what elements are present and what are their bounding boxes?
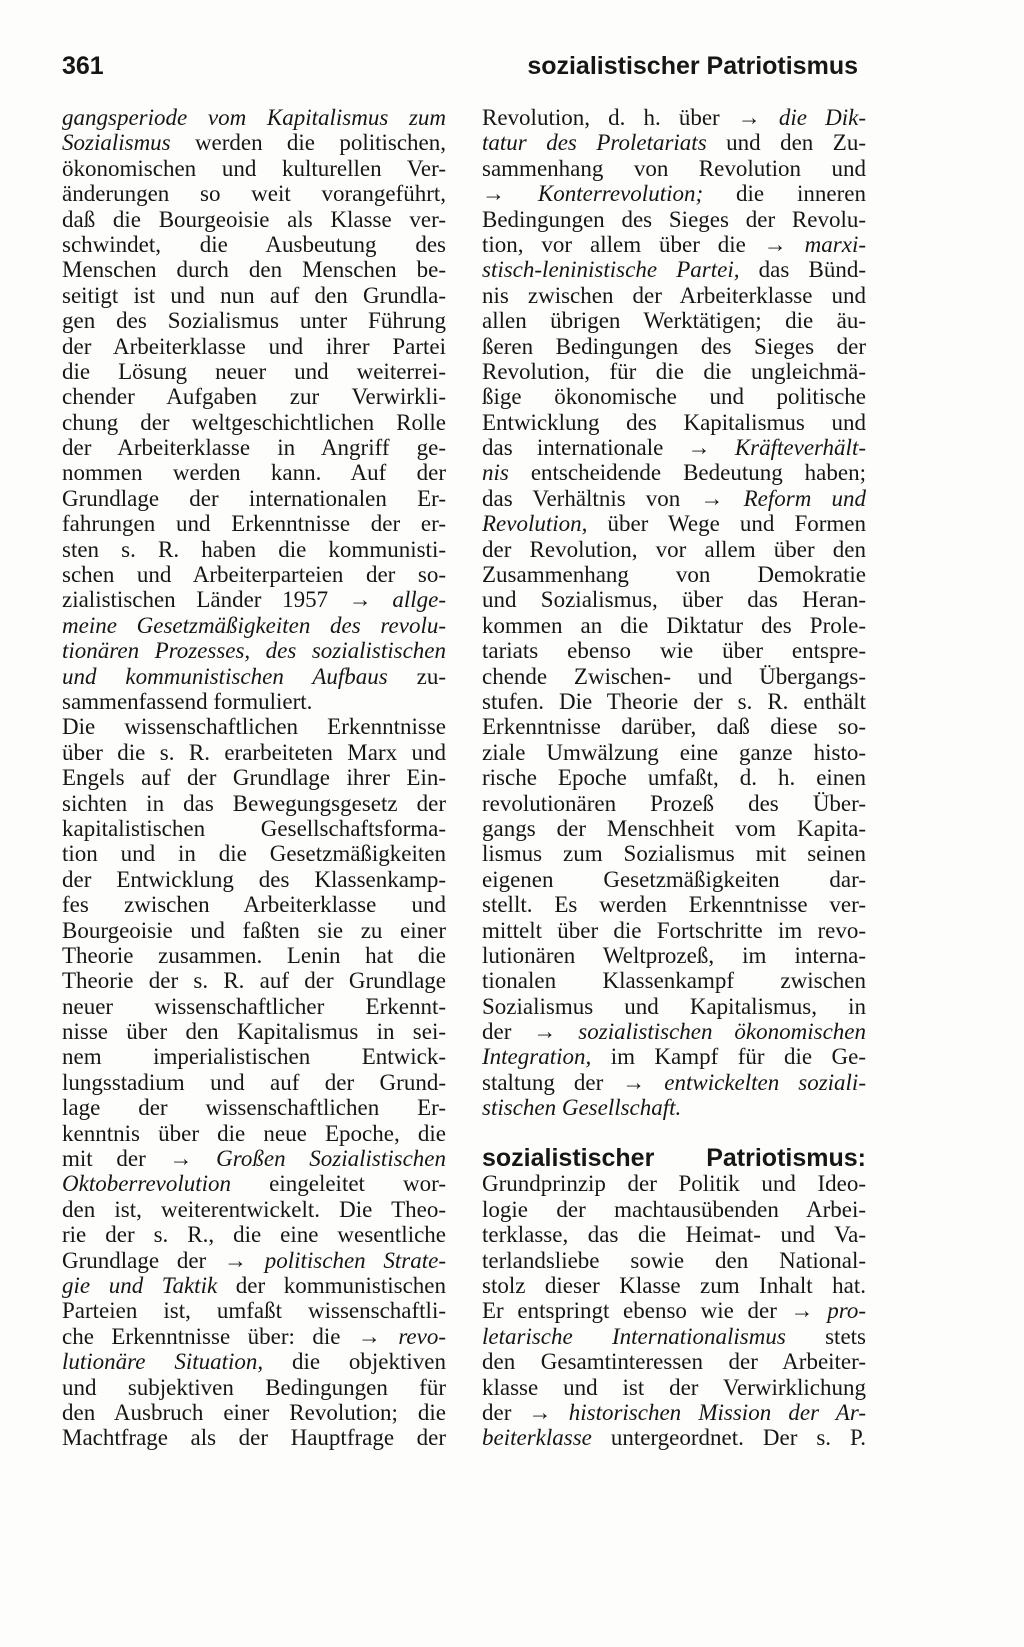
text-line	[62, 1400, 446, 1425]
body-text: rische Epoche umfaßt, d. h. einen	[482, 765, 866, 791]
text-line	[482, 410, 866, 435]
body-text: logie der machtausübenden Arbei-	[482, 1196, 866, 1222]
body-text: und subjektiven Bedingungen für	[62, 1374, 446, 1400]
body-text: nem imperialistischen Entwick-	[62, 1044, 446, 1070]
body-text: lungsstadium und auf der Grund-	[62, 1069, 446, 1095]
italic-reference-text: Sozialismus	[62, 130, 171, 156]
body-text: Grundlage der →	[62, 1247, 265, 1273]
body-text: rie der s. R., die eine wesentliche	[62, 1222, 446, 1248]
text-line	[482, 511, 866, 536]
page-header	[62, 50, 858, 82]
body-text: chende Zwischen- und Übergangs-	[482, 663, 866, 689]
italic-reference-text: allge-	[392, 587, 446, 613]
italic-reference-text: tatur des Proletariats	[482, 130, 707, 156]
body-text: der Arbeiterklasse und ihrer Partei	[62, 333, 446, 359]
text-line	[482, 562, 866, 587]
body-text: Er entspringt ebenso wie der →	[482, 1298, 828, 1324]
text-line	[62, 537, 446, 562]
text-line	[482, 156, 866, 181]
text-line	[62, 816, 446, 841]
body-text: zu-	[387, 663, 446, 689]
body-text: eigenen Gesetzmäßigkeiten dar-	[482, 866, 866, 892]
body-text: tionalen Klassenkampf zwischen	[482, 968, 866, 994]
body-text: Bourgeoisie und faßten sie zu einer	[62, 917, 446, 943]
text-line	[482, 1425, 866, 1450]
left-column	[62, 105, 446, 1451]
paragraph	[62, 714, 446, 1450]
entry-headword: sozialistischer Patriotismus:	[482, 1144, 866, 1173]
text-line	[482, 1095, 866, 1120]
text-line	[62, 587, 446, 612]
italic-reference-text: Großen Sozialistischen	[216, 1146, 446, 1172]
body-text: fahrungen und Erkenntnisse der er-	[62, 511, 446, 537]
body-text: Grundlage der internationalen Er-	[62, 485, 446, 511]
italic-reference-text: historischen Mission der Ar-	[568, 1399, 866, 1425]
text-line	[482, 943, 866, 968]
body-text: und Sozialismus, über das Heran-	[482, 587, 866, 613]
text-line	[62, 283, 446, 308]
text-line	[62, 791, 446, 816]
text-line	[62, 689, 446, 714]
text-line	[482, 841, 866, 866]
body-text: gen des Sozialismus unter Führung	[62, 308, 446, 334]
body-text: der Arbeiterklasse in Angriff ge-	[62, 435, 446, 461]
italic-reference-text: nis	[482, 460, 509, 486]
text-line	[62, 181, 446, 206]
body-text: gangs der Menschheit vom Kapita-	[482, 815, 866, 841]
body-text: schwindet, die Ausbeutung des	[62, 231, 446, 257]
body-text: neuer wissenschaftlicher Erkennt-	[62, 993, 446, 1019]
text-line	[62, 740, 446, 765]
text-line	[482, 283, 866, 308]
body-text: lismus zum Sozialismus mit seinen	[482, 841, 866, 867]
text-line	[482, 1324, 866, 1349]
body-text: terklasse, das die Heimat- und Va-	[482, 1222, 866, 1248]
body-text: der Revolution, vor allem über den	[482, 536, 866, 562]
text-line	[482, 613, 866, 638]
body-text: nisse über den Kapitalismus in sei-	[62, 1019, 446, 1045]
italic-reference-text: gie und Taktik	[62, 1272, 218, 1298]
body-text: ßige ökonomische und politische	[482, 384, 866, 410]
text-line	[62, 867, 446, 892]
page-number: 361	[62, 52, 104, 80]
body-text: kenntnis über die neue Epoche, die	[62, 1120, 446, 1146]
text-line	[62, 435, 446, 460]
body-text: ßeren Bedingungen des Sieges der	[482, 333, 866, 359]
body-text: che Erkenntnisse über: die →	[62, 1323, 399, 1349]
body-text: Theorie zusammen. Lenin hat die	[62, 942, 446, 968]
text-line	[62, 384, 446, 409]
body-text: die objektiven	[263, 1349, 447, 1375]
body-text: sammenhang von Revolution und	[482, 155, 866, 181]
body-text: lage der wissenschaftlichen Er-	[62, 1095, 446, 1121]
text-line	[482, 359, 866, 384]
body-text: schen und Arbeiterparteien der so-	[62, 562, 446, 588]
text-line	[62, 1375, 446, 1400]
right-column	[482, 105, 866, 1451]
body-text: staltung der →	[482, 1069, 665, 1095]
text-line	[62, 943, 446, 968]
text-line	[482, 689, 866, 714]
text-line	[482, 1070, 866, 1095]
body-text: sichten in das Bewegungsgesetz der	[62, 790, 446, 816]
italic-reference-text: beiterklasse	[482, 1425, 592, 1451]
italic-reference-text: lutionäre Situation,	[62, 1349, 264, 1375]
body-text: Bedingungen des Sieges der Revolu-	[482, 206, 866, 232]
italic-reference-text: Reform und	[743, 485, 866, 511]
text-line	[62, 511, 446, 536]
italic-reference-text: Oktoberrevolution	[62, 1171, 232, 1197]
body-text: Engels auf der Grundlage ihrer Ein-	[62, 765, 446, 791]
body-text: Die wissenschaftlichen Erkenntnisse	[62, 714, 446, 740]
body-text: ziale Umwälzung eine ganze histo-	[482, 739, 866, 765]
running-head: sozialistischer Patriotismus	[527, 52, 858, 80]
text-line	[482, 308, 866, 333]
text-line	[62, 1222, 446, 1247]
text-line	[62, 460, 446, 485]
body-text: Sozialismus und Kapitalismus, in	[482, 993, 866, 1019]
body-text: werden die politischen,	[170, 130, 446, 156]
body-text: den ist, weiterentwickelt. Die Theo-	[62, 1196, 446, 1222]
text-line	[482, 892, 866, 917]
text-line	[62, 1019, 446, 1044]
body-text: nis zwischen der Arbeiterklasse und	[482, 282, 866, 308]
text-line	[482, 1349, 866, 1374]
text-line	[482, 1248, 866, 1273]
body-text: chung der weltgeschichtlichen Rolle	[62, 409, 446, 435]
italic-reference-text: sozialistischen ökonomischen	[578, 1019, 867, 1045]
text-line	[482, 257, 866, 282]
text-line	[62, 1197, 446, 1222]
body-text: der →	[482, 1019, 579, 1045]
text-line	[482, 791, 866, 816]
body-text: stufen. Die Theorie der s. R. enthält	[482, 688, 866, 714]
body-text: →	[482, 181, 538, 207]
body-text: Entwicklung des Kapitalismus und	[482, 409, 866, 435]
text-line	[62, 308, 446, 333]
paragraph	[62, 105, 446, 714]
body-text: den Ausbruch einer Revolution; die	[62, 1399, 446, 1425]
body-text: fes zwischen Arbeiterklasse und	[62, 892, 446, 918]
body-text: mittelt über die Fortschritte im revo-	[482, 917, 866, 943]
body-text: das Verhältnis von →	[482, 485, 744, 511]
text-line	[62, 994, 446, 1019]
body-text: tariats ebenso wie über entspre-	[482, 638, 866, 664]
text-line	[482, 1171, 866, 1196]
text-line	[62, 1298, 446, 1323]
body-text: die Lösung neuer und weiterrei-	[62, 358, 446, 384]
text-line	[62, 714, 446, 739]
text-line	[482, 968, 866, 993]
text-line	[62, 257, 446, 282]
italic-reference-text: Kräfteverhält-	[734, 435, 866, 461]
text-line	[62, 1248, 446, 1273]
text-line	[62, 918, 446, 943]
text-line	[482, 1197, 866, 1222]
text-line	[482, 105, 866, 130]
body-text: eingeleitet wor-	[231, 1171, 446, 1197]
text-line	[482, 384, 866, 409]
italic-reference-text: politischen Strate-	[264, 1247, 446, 1273]
text-line	[482, 765, 866, 790]
text-line	[62, 892, 446, 917]
text-line	[482, 537, 866, 562]
body-text: über die s. R. erarbeiteten Marx und	[62, 739, 446, 765]
text-line	[482, 867, 866, 892]
body-text: nommen werden kann. Auf der	[62, 460, 446, 486]
body-text: den Gesamtinteressen der Arbeiter-	[482, 1349, 866, 1375]
body-text: allen übrigen Werktätigen; die äu-	[482, 308, 866, 334]
text-line	[482, 207, 866, 232]
text-line	[62, 1324, 446, 1349]
italic-reference-text: letarische Internationalismus	[482, 1323, 786, 1349]
text-line	[62, 1273, 446, 1298]
text-line	[482, 638, 866, 663]
body-text: der kommunistischen	[217, 1272, 446, 1298]
paragraph	[482, 105, 866, 1121]
italic-reference-text: stischen Gesellschaft.	[482, 1095, 682, 1121]
text-line	[62, 638, 446, 663]
body-text: über Wege und Formen	[587, 511, 866, 537]
body-text: Revolution, für die die ungleichmä-	[482, 358, 866, 384]
body-text: Grundprinzip der Politik und Ideo-	[482, 1171, 866, 1197]
text-line	[482, 918, 866, 943]
italic-reference-text: die Dik-	[778, 105, 867, 130]
text-line	[482, 232, 866, 257]
body-text: klasse und ist der Verwirklichung	[482, 1374, 866, 1400]
text-line	[482, 334, 866, 359]
italic-reference-text: gangsperiode vom Kapitalismus zum	[62, 105, 446, 130]
body-text: Revolution, d. h. über →	[482, 105, 779, 130]
text-line	[62, 968, 446, 993]
body-text: chender Aufgaben zur Verwirkli-	[62, 384, 446, 410]
text-line	[62, 1121, 446, 1146]
text-line	[62, 130, 446, 155]
body-text: Menschen durch den Menschen be-	[62, 257, 446, 283]
text-line	[62, 359, 446, 384]
body-text: die inneren	[703, 181, 866, 207]
text-line	[62, 562, 446, 587]
text-line	[62, 613, 446, 638]
text-line	[62, 1349, 446, 1374]
body-text: entscheidende Bedeutung haben;	[508, 460, 866, 486]
text-line	[62, 486, 446, 511]
body-text: das Bünd-	[739, 257, 866, 283]
body-text: der →	[482, 1399, 569, 1425]
text-line	[62, 1171, 446, 1196]
body-text: mit der →	[62, 1146, 217, 1172]
body-text: Theorie der s. R. auf der Grundlage	[62, 968, 446, 994]
italic-reference-text: meine Gesetzmäßigkeiten des revolu-	[62, 612, 446, 638]
text-line	[62, 334, 446, 359]
body-text: stellt. Es werden Erkenntnisse ver-	[482, 892, 866, 918]
text-line	[62, 1146, 446, 1171]
text-line	[482, 1019, 866, 1044]
text-line	[62, 1070, 446, 1095]
body-text: daß die Bourgeoisie als Klasse ver-	[62, 206, 446, 232]
italic-reference-text: pro-	[827, 1298, 866, 1324]
text-line	[62, 410, 446, 435]
body-text: Machtfrage als der Hauptfrage der	[62, 1425, 446, 1451]
body-text: änderungen so weit vorangeführt,	[62, 181, 446, 207]
body-text: und den Zu-	[706, 130, 866, 156]
text-line	[482, 740, 866, 765]
body-text: der Entwicklung des Klassenkamp-	[62, 866, 446, 892]
italic-reference-text: und kommunistischen Aufbaus	[62, 663, 388, 689]
text-line	[482, 130, 866, 155]
body-text: Parteien ist, umfaßt wissenschaftli-	[62, 1298, 446, 1324]
body-text: Zusammenhang von Demokratie	[482, 562, 866, 588]
text-line	[482, 181, 866, 206]
body-text: stets	[785, 1323, 866, 1349]
body-text: revolutionären Prozeß des Über-	[482, 790, 866, 816]
text-line	[62, 1044, 446, 1069]
dictionary-entry	[482, 1146, 866, 1451]
italic-reference-text: Konterrevolution;	[537, 181, 704, 207]
body-text: das internationale →	[482, 435, 735, 461]
text-line	[62, 207, 446, 232]
body-text: tion, vor allem über die →	[482, 231, 805, 257]
italic-reference-text: tionären Prozesses, des sozialistischen	[62, 638, 446, 664]
body-text: tion und in die Gesetzmäßigkeiten	[62, 841, 446, 867]
text-line	[62, 1095, 446, 1120]
body-text: stolz dieser Klasse zum Inhalt hat.	[482, 1272, 866, 1298]
text-line	[482, 994, 866, 1019]
text-line	[62, 232, 446, 257]
body-text: sten s. R. haben die kommunisti-	[62, 536, 446, 562]
body-text: sammenfassend formuliert.	[62, 688, 313, 714]
italic-reference-text: Integration,	[482, 1044, 592, 1070]
text-line	[482, 1400, 866, 1425]
text-line	[482, 1044, 866, 1069]
body-text: kapitalistischen Gesellschaftsforma-	[62, 815, 446, 841]
italic-reference-text: entwickelten soziali-	[664, 1069, 866, 1095]
text-line	[62, 156, 446, 181]
text-line	[482, 1273, 866, 1298]
body-text: ökonomischen und kulturellen Ver-	[62, 155, 446, 181]
text-line	[482, 460, 866, 485]
text-line	[482, 435, 866, 460]
text-line	[482, 664, 866, 689]
italic-reference-text: Revolution,	[482, 511, 588, 537]
text-line	[482, 1375, 866, 1400]
body-text: kommen an die Diktatur des Prole-	[482, 612, 866, 638]
text-line	[482, 1222, 866, 1247]
text-line	[482, 587, 866, 612]
text-line	[482, 1298, 866, 1323]
body-text: zialistischen Länder 1957 →	[62, 587, 393, 613]
text-line	[62, 841, 446, 866]
text-line	[482, 714, 866, 739]
text-line	[62, 664, 446, 689]
text-line	[482, 486, 866, 511]
text-line	[62, 765, 446, 790]
body-text: Erkenntnisse darüber, daß diese so-	[482, 714, 866, 740]
italic-reference-text: marxi-	[804, 231, 866, 257]
body-text: seitigt ist und nun auf den Grundla-	[62, 282, 446, 308]
body-text: terlandsliebe sowie den National-	[482, 1247, 866, 1273]
body-text: lutionären Weltprozeß, im interna-	[482, 942, 866, 968]
italic-reference-text: stisch-leninistische Partei,	[482, 257, 740, 283]
italic-reference-text: revo-	[398, 1323, 446, 1349]
body-text: untergeordnet. Der s. P.	[591, 1425, 866, 1451]
body-text: im Kampf für die Ge-	[591, 1044, 866, 1070]
text-line	[62, 1425, 446, 1450]
text-line	[482, 816, 866, 841]
text-line	[62, 105, 446, 130]
